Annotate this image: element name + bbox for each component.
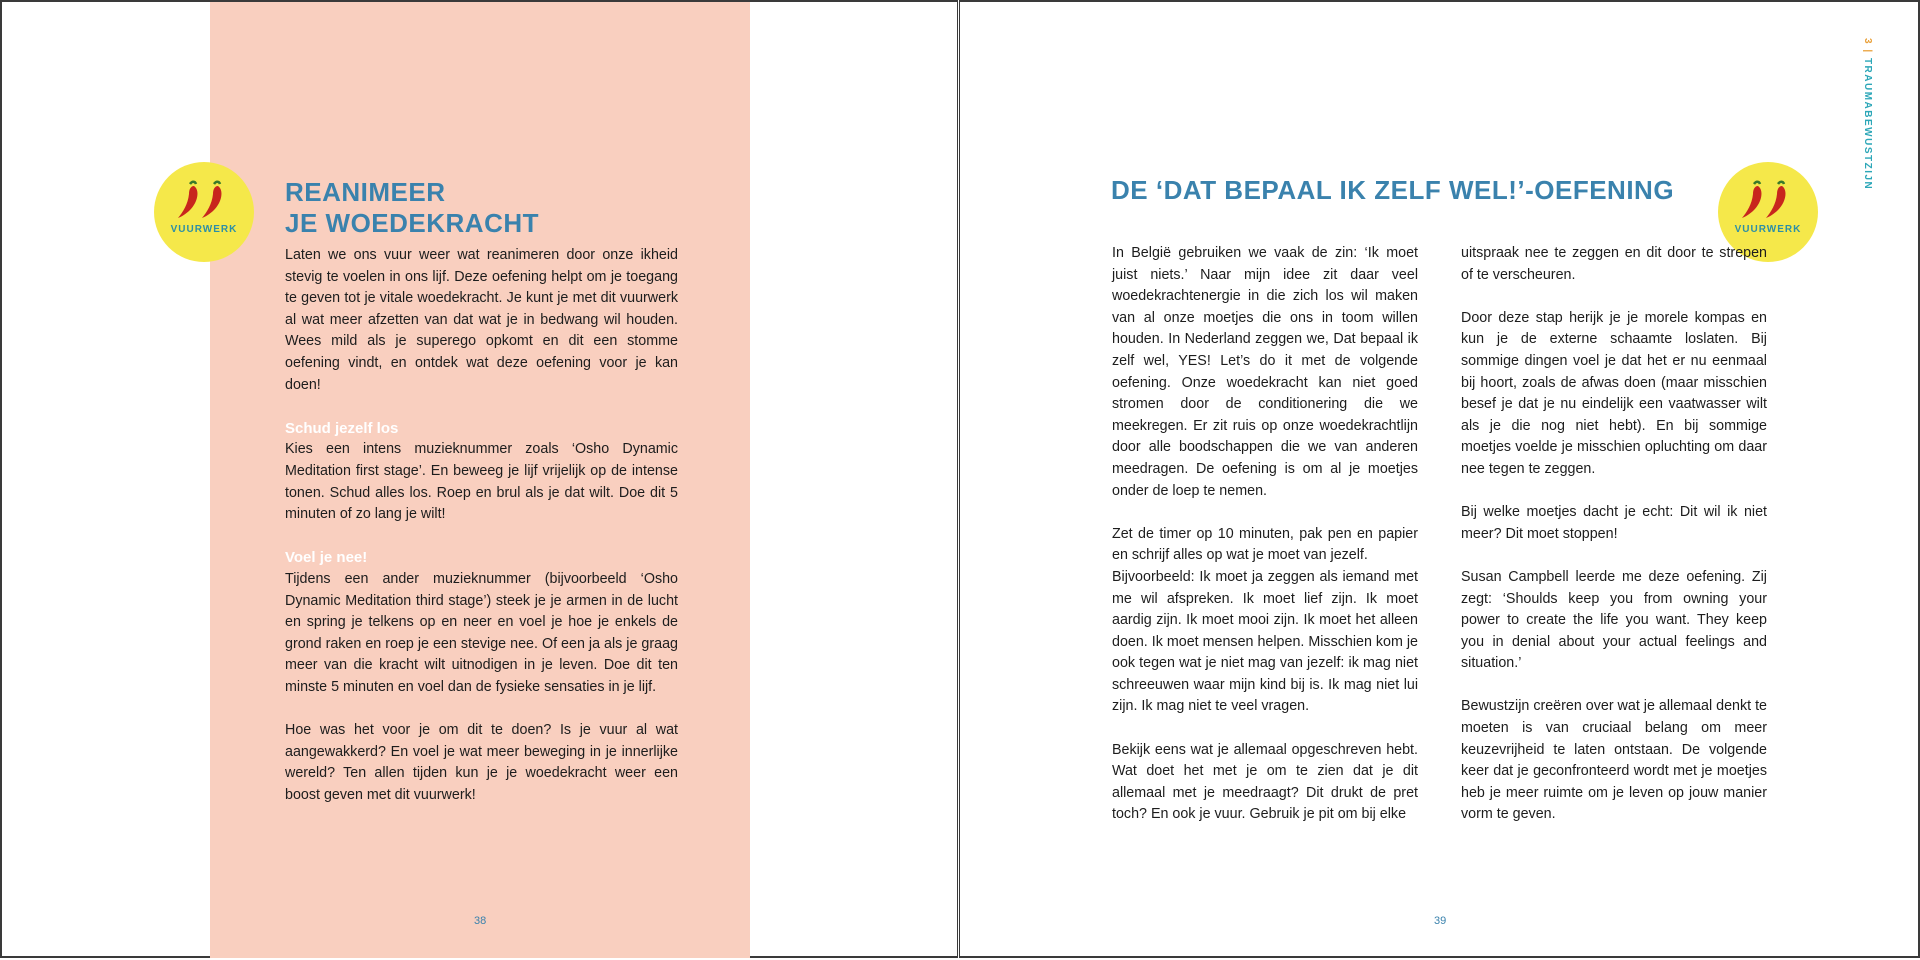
badge-label: VUURWERK [170,224,238,235]
chili-peppers-icon [1740,180,1796,222]
compass-paragraph: Door deze stap herijk je je morele kompas en kun je de externe schaamte loslaten. Bij sommige dingen voel je dat het er nu eenmaal bij hoort, zoals de afwas doen (maar misschien besef je dat je nu eindelijk een vaatwasser wilt als je die nog niet hebt). En bij sommige moetjes voelde je misschien opluchting om daar nee tegen te zeggen. [1461,309,1767,477]
strike-paragraph: uitspraak nee te zeggen en dit door te strepen of te verscheuren. [1461,245,1767,283]
subheading-shake: Schud jezelf los [285,419,399,437]
awareness-paragraph: Bewustzijn creëren over wat je allemaal denkt te moeten is van cruciaal belang om meer keuzevrijheid te laten ontstaan. De volgende keer dat je geconfronteerd wordt met je moetjes heb je meer ruimte om je leven op jouw manier vorm te geven. [1461,698,1767,823]
badge-label: VUURWERK [1734,224,1802,235]
subheading-no: Voel je nee! [285,549,368,567]
page-title [285,177,685,239]
title-line-2: JE WOEDEKRACHT [285,208,540,238]
page-number: 38 [474,915,487,927]
page-number: 39 [1434,915,1447,927]
page-title: DE ‘DAT BEPAAL IK ZELF WEL!’-OEFENING [1111,175,1675,205]
review-paragraph: Bekijk eens wat je allemaal opgeschreven hebt. Wat doet het met je om te zien dat je dit allemaal met je meedraagt? Dit drukt de pret toch? En ook je vuur. Gebruik je pit om bij elke [1112,741,1418,823]
chili-peppers-icon [176,180,232,222]
chapter-divider: | [1862,49,1873,54]
running-head [1853,38,1873,190]
vuurwerk-badge [154,162,254,262]
chapter-title: TRAUMABEWUSTZIJN [1862,57,1873,191]
example-paragraph: Bijvoorbeeld: Ik moet ja zeggen als iemand met me wil afspreken. Ik moet lief zijn. Ik moet aardig zijn. Ik moet mooi zijn. Ik moet het alleen doen. Ik moet mensen helpen. Misschien kom je ook tegen wat je niet mag van jezelf: ik mag niet schreeuwen waar mijn kind bij is. Ik mag niet lui zijn. Ik mag niet te veel vragen. [1112,568,1418,715]
left-page [0,0,958,958]
chapter-number: 3 [1862,38,1873,46]
right-body-column-1 [1112,243,1418,848]
campbell-paragraph: Susan Campbell leerde me deze oefening. Zij zegt: ‘Shoulds keep you from owning your power to create the life you want. They keep you in denial about your actual feelings and situation.’ [1461,568,1767,672]
title-line-1: REANIMEER [285,177,446,207]
right-body-column-2 [1461,243,1767,848]
left-body [285,245,678,828]
question-paragraph: Bij welke moetjes dacht je echt: Dit wil ik niet meer? Dit moet stoppen! [1461,504,1767,542]
timer-paragraph: Zet de timer op 10 minuten, pak pen en papier en schrijf alles op wat je moet van jezelf. [1112,525,1418,564]
belgium-paragraph: In België gebruiken we vaak de zin: ‘Ik moet juist niets.’ Naar mijn idee zit daar veel woedekrachtenergie in die zich los wil maken van al onze moetjes die ons in toom willen houden. In Nederland zeggen we, Dat bepaal ik zelf wel, YES! Let’s do it met de volgende oefening. Onze woedekracht kan niet goed stromen door de conditionering die we meekregen. Er zit ruis op onze woedekrachtlijn door alle boodschappen die we van anderen meedragen. De oefening is om al je moetjes onder de loep te nemen. [1112,245,1418,499]
shake-paragraph: Kies een intens muzieknummer zoals ‘Osho Dynamic Meditation first stage’. En beweeg je lijf vrijelijk op de intense tonen. Schud alles los. Roep en brul als je dat wilt. Doe dit 5 minuten of zo lang je wilt! [285,441,678,523]
intro-paragraph: Laten we ons vuur weer wat reanimeren door onze ikheid stevig te voelen in ons lijf. Deze oefening helpt om je toegang te geven tot je vitale woedekracht. Je kunt je met dit vuurwerk al wat meer afzetten van dat wat je in bedwang wil houden. Wees mild als je superego opkomt en dit een stomme oefening vindt, en ontdek wat deze oefening voor je kan doen! [285,247,678,393]
right-page [959,0,1920,958]
reflection-paragraph: Hoe was het voor je om dit te doen? Is je vuur al wat aangewakkerd? En voel je wat meer beweging in je innerlijke wereld? Ten allen tijden kun je je woedekracht weer een boost geven met dit vuurwerk! [285,722,678,803]
no-paragraph: Tijdens een ander muzieknummer (bijvoorbeeld ‘Osho Dynamic Meditation third stage’) steek je je armen in de lucht en spring je telkens op en neer en voel je hoe je enkels de grond raken en roep je een stevige nee. Of een ja als je graag meer van die kracht wilt uitnodigen in je leven. Doe dit ten minste 5 minuten en voel dan de fysieke sensaties in je lijf. [285,570,678,695]
